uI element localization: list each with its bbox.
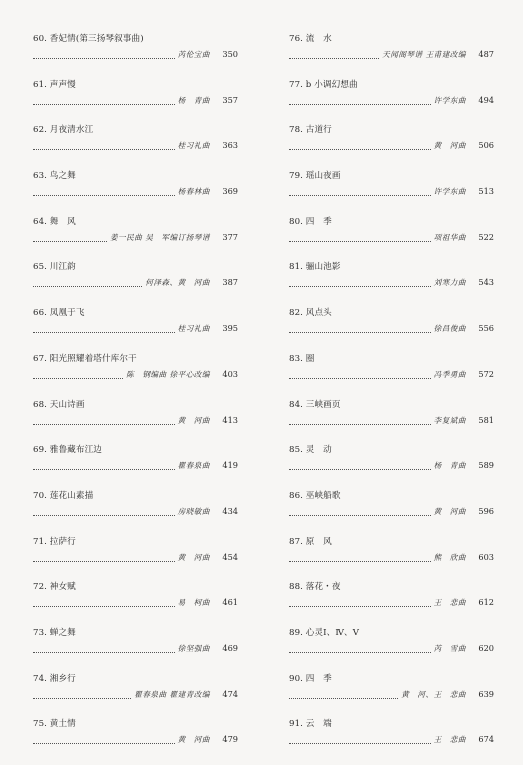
toc-entry-line (289, 369, 494, 379)
toc-entry[interactable] (33, 445, 238, 491)
dot-leader (33, 418, 175, 425)
toc-entry-composer: 陈 钢编曲 徐平心改编 (126, 369, 210, 379)
dot-leader (289, 463, 431, 470)
toc-entry-line (33, 140, 238, 150)
dot-leader (289, 52, 379, 59)
toc-entry-title: 74. 湘乡行 (33, 673, 76, 684)
toc-entry[interactable] (289, 217, 494, 263)
toc-entry[interactable] (289, 308, 494, 354)
toc-entry[interactable] (33, 628, 238, 674)
toc-entry-composer: 黄 河曲 (433, 141, 466, 151)
toc-entry-title: 66. 凤凰于飞 (33, 308, 85, 319)
dot-leader (289, 143, 431, 150)
toc-entry[interactable] (289, 80, 494, 126)
dot-leader (289, 372, 431, 379)
dot-leader (289, 235, 431, 242)
toc-entry-composer: 许学东曲 (433, 95, 466, 105)
toc-entry-composer: 桂习礼曲 (177, 324, 210, 334)
toc-entry-line (33, 369, 238, 379)
toc-entry-composer: 黄 河曲 (177, 552, 210, 562)
toc-entry-page-number: 596 (478, 505, 494, 516)
toc-entry[interactable] (289, 582, 494, 628)
toc-entry-line (289, 506, 494, 516)
toc-entry-line (289, 140, 494, 150)
toc-entry-page-number: 494 (478, 94, 494, 105)
toc-entry-title: 68. 天山诗画 (33, 399, 85, 410)
toc-entry-line (33, 323, 238, 333)
toc-entry-page-number: 387 (222, 277, 238, 288)
toc-entry-line (33, 552, 238, 562)
toc-entry-line (289, 49, 494, 59)
toc-entry-title: 87. 原 风 (289, 536, 332, 547)
toc-entry-page-number: 589 (478, 460, 494, 471)
toc-entry-line (33, 643, 238, 653)
toc-entry-page-number: 543 (478, 277, 494, 288)
toc-entry-page-number: 434 (222, 505, 238, 516)
toc-entry-page-number: 612 (478, 597, 494, 608)
toc-right-column (289, 34, 494, 765)
toc-entry[interactable] (289, 491, 494, 537)
toc-entry-page-number: 474 (222, 688, 238, 699)
toc-entry[interactable] (289, 628, 494, 674)
toc-entry-composer: 瞿春泉曲 瞿建青改编 (134, 689, 210, 699)
toc-entry-line (289, 232, 494, 242)
toc-entry-page-number: 556 (478, 323, 494, 334)
toc-entry-composer: 王 悲曲 (433, 598, 466, 608)
dot-leader (289, 326, 431, 333)
dot-leader (33, 737, 175, 744)
dot-leader (33, 463, 175, 470)
toc-entry-page-number: 469 (222, 642, 238, 653)
dot-leader (289, 509, 431, 516)
toc-entry-title: 75. 黄土情 (33, 719, 76, 730)
toc-entry-page-number: 350 (222, 49, 238, 59)
toc-entry-composer: 黄 河曲 (177, 415, 210, 425)
toc-entry[interactable] (289, 537, 494, 583)
toc-entry-line (33, 277, 238, 287)
toc-entry-title: 62. 月夜清水江 (33, 125, 94, 136)
toc-entry[interactable] (289, 400, 494, 446)
toc-entry-line (33, 95, 238, 105)
dot-leader (289, 280, 431, 287)
toc-entry-line (289, 734, 494, 744)
toc-entry-title: 63. 鸟之舞 (33, 171, 76, 182)
dot-leader (33, 98, 175, 105)
dot-leader (33, 326, 175, 333)
toc-entry-title: 84. 三峡画页 (289, 399, 341, 410)
toc-entry[interactable] (33, 34, 238, 80)
dot-leader (33, 600, 175, 607)
toc-entry-line (33, 597, 238, 607)
toc-entry-composer: 桂习礼曲 (177, 141, 210, 151)
toc-entry-composer: 黄 河曲 (177, 735, 210, 745)
toc-entry-title: 73. 蝉之舞 (33, 627, 76, 638)
dot-leader (33, 372, 123, 379)
toc-entry-line (289, 460, 494, 470)
toc-entry-page-number: 572 (478, 368, 494, 379)
toc-entry-page-number: 377 (222, 231, 238, 242)
toc-entry-page-number: 522 (478, 231, 494, 242)
toc-entry[interactable] (33, 217, 238, 263)
toc-entry-line (289, 277, 494, 287)
toc-entry-title: 65. 川江韵 (33, 262, 76, 273)
toc-entry-page-number: 479 (222, 734, 238, 745)
toc-entry-title: 85. 灵 动 (289, 445, 332, 456)
toc-entry-composer: 熊 欣曲 (433, 552, 466, 562)
toc-entry[interactable] (289, 125, 494, 171)
toc-entry-title: 61. 声声慢 (33, 79, 76, 90)
toc-entry[interactable] (33, 354, 238, 400)
toc-entry-composer: 何泽森、黄 河曲 (145, 278, 210, 288)
toc-entry-line (289, 552, 494, 562)
toc-entry-title: 89. 心灵Ⅰ、Ⅳ、Ⅴ (289, 627, 360, 638)
toc-entry-title: 78. 古道行 (289, 125, 332, 136)
toc-entry-line (289, 95, 494, 105)
toc-entry-page-number: 363 (222, 140, 238, 151)
toc-entry-page-number: 506 (478, 140, 494, 151)
toc-entry-title: 60. 香妃情(第三扬琴叙事曲) (33, 34, 144, 44)
dot-leader (289, 646, 431, 653)
dot-leader (33, 646, 175, 653)
toc-entry[interactable] (289, 445, 494, 491)
dot-leader (33, 692, 131, 699)
toc-entry-line (289, 415, 494, 425)
dot-leader (289, 600, 431, 607)
toc-entry[interactable] (289, 34, 494, 80)
toc-entry-composer: 天闻阁琴谱 王甫建改编 (382, 50, 466, 59)
toc-entry-title: 71. 拉萨行 (33, 536, 76, 547)
dot-leader (289, 418, 431, 425)
dot-leader (33, 280, 142, 287)
toc-entry-page-number: 369 (222, 186, 238, 197)
toc-entry-page-number: 357 (222, 94, 238, 105)
toc-entry-line (289, 643, 494, 653)
toc-entry[interactable] (33, 171, 238, 217)
toc-entry-composer: 李复斌曲 (433, 415, 466, 425)
toc-entry-line (33, 460, 238, 470)
toc-entry-page-number: 603 (478, 551, 494, 562)
toc-entry-line (33, 689, 238, 699)
toc-entry-line (33, 734, 238, 744)
toc-entry[interactable] (289, 171, 494, 217)
toc-entry-composer: 芮 雪曲 (433, 643, 466, 653)
toc-entry-page-number: 413 (222, 414, 238, 425)
toc-entry-line (289, 323, 494, 333)
toc-entry-title: 76. 流 水 (289, 34, 332, 44)
toc-entry[interactable] (33, 125, 238, 171)
toc-entry[interactable] (33, 80, 238, 126)
toc-entry-composer: 房晓敏曲 (177, 506, 210, 516)
toc-entry[interactable] (33, 262, 238, 308)
toc-entry[interactable] (33, 491, 238, 537)
toc-entry-line (289, 689, 494, 699)
toc-entry[interactable] (33, 582, 238, 628)
toc-entry[interactable] (33, 674, 238, 720)
toc-entry-line (33, 186, 238, 196)
toc-entry-composer: 杨春林曲 (177, 187, 210, 197)
toc-left-column (33, 34, 238, 765)
toc-entry-line (33, 49, 238, 59)
dot-leader (33, 189, 175, 196)
toc-entry-composer: 项祖华曲 (433, 232, 466, 242)
toc-entry-composer: 瞿春泉曲 (177, 461, 210, 471)
toc-entry-composer: 芮伦宝曲 (177, 50, 210, 59)
toc-entry[interactable] (289, 262, 494, 308)
toc-entry-line (33, 506, 238, 516)
toc-entry-title: 83. 圈 (289, 353, 315, 364)
dot-leader (289, 189, 431, 196)
toc-entry-line (33, 415, 238, 425)
toc-entry-composer: 冯季勇曲 (433, 369, 466, 379)
toc-entry-title: 82. 风点头 (289, 308, 332, 319)
toc-entry-title: 64. 舞 风 (33, 216, 76, 227)
toc-entry-composer: 徐坚强曲 (177, 643, 210, 653)
dot-leader (289, 555, 431, 562)
toc-entry-page-number: 639 (478, 688, 494, 699)
toc-entry-page-number: 674 (478, 734, 494, 745)
toc-entry-page-number: 403 (222, 368, 238, 379)
dot-leader (289, 692, 398, 699)
toc-entry-composer: 姜一民曲 吴 军编订扬琴谱 (109, 232, 210, 242)
toc-entry[interactable] (33, 719, 238, 765)
dot-leader (289, 98, 431, 105)
toc-entry[interactable] (33, 537, 238, 583)
toc-entry-composer: 王 悲曲 (433, 735, 466, 745)
dot-leader (33, 143, 175, 150)
dot-leader (289, 737, 431, 744)
toc-entry[interactable] (289, 674, 494, 720)
toc-entry-title: 67. 阳光照耀着塔什库尔干 (33, 353, 137, 364)
toc-entry-composer: 杨 青曲 (433, 461, 466, 471)
dot-leader (33, 52, 175, 59)
dot-leader (33, 555, 175, 562)
toc-entry-line (33, 232, 238, 242)
toc-entry-page-number: 395 (222, 323, 238, 334)
toc-entry-title: 90. 四 季 (289, 673, 332, 684)
toc-entry-composer: 黄 河、王 悲曲 (401, 689, 466, 699)
toc-entry-composer: 黄 河曲 (433, 506, 466, 516)
toc-entry-page-number: 454 (222, 551, 238, 562)
toc-entry-title: 86. 巫峡船歌 (289, 490, 341, 501)
dot-leader (33, 509, 175, 516)
toc-entry-page-number: 513 (478, 186, 494, 197)
toc-entry-page-number: 487 (478, 49, 494, 59)
toc-entry-title: 80. 四 季 (289, 216, 332, 227)
toc-entry-title: 79. 瑶山夜画 (289, 171, 341, 182)
toc-entry-title: 77. b 小调幻想曲 (289, 79, 358, 90)
toc-entry-title: 88. 落花・夜 (289, 582, 341, 593)
toc-entry-title: 69. 雅鲁藏布江边 (33, 445, 102, 456)
toc-entry-line (289, 186, 494, 196)
toc-entry-composer: 刘寒力曲 (433, 278, 466, 288)
toc-entry-title: 72. 神女赋 (33, 582, 76, 593)
toc-entry-page-number: 581 (478, 414, 494, 425)
toc-entry[interactable] (33, 400, 238, 446)
toc-entry-composer: 徐昌俊曲 (433, 324, 466, 334)
toc-entry-title: 91. 云 端 (289, 719, 332, 730)
toc-entry-page-number: 620 (478, 642, 494, 653)
toc-entry-title: 70. 莲花山素描 (33, 490, 94, 501)
toc-entry-composer: 许学东曲 (433, 187, 466, 197)
toc-entry-title: 81. 骊山池影 (289, 262, 341, 273)
toc-entry-page-number: 419 (222, 460, 238, 471)
toc-entry-composer: 易 柯曲 (177, 598, 210, 608)
toc-entry[interactable] (289, 354, 494, 400)
dot-leader (33, 235, 107, 242)
toc-entry[interactable] (33, 308, 238, 354)
toc-entry-page-number: 461 (222, 597, 238, 608)
toc-entry-composer: 杨 青曲 (177, 95, 210, 105)
toc-entry-line (289, 597, 494, 607)
toc-entry[interactable] (289, 719, 494, 765)
